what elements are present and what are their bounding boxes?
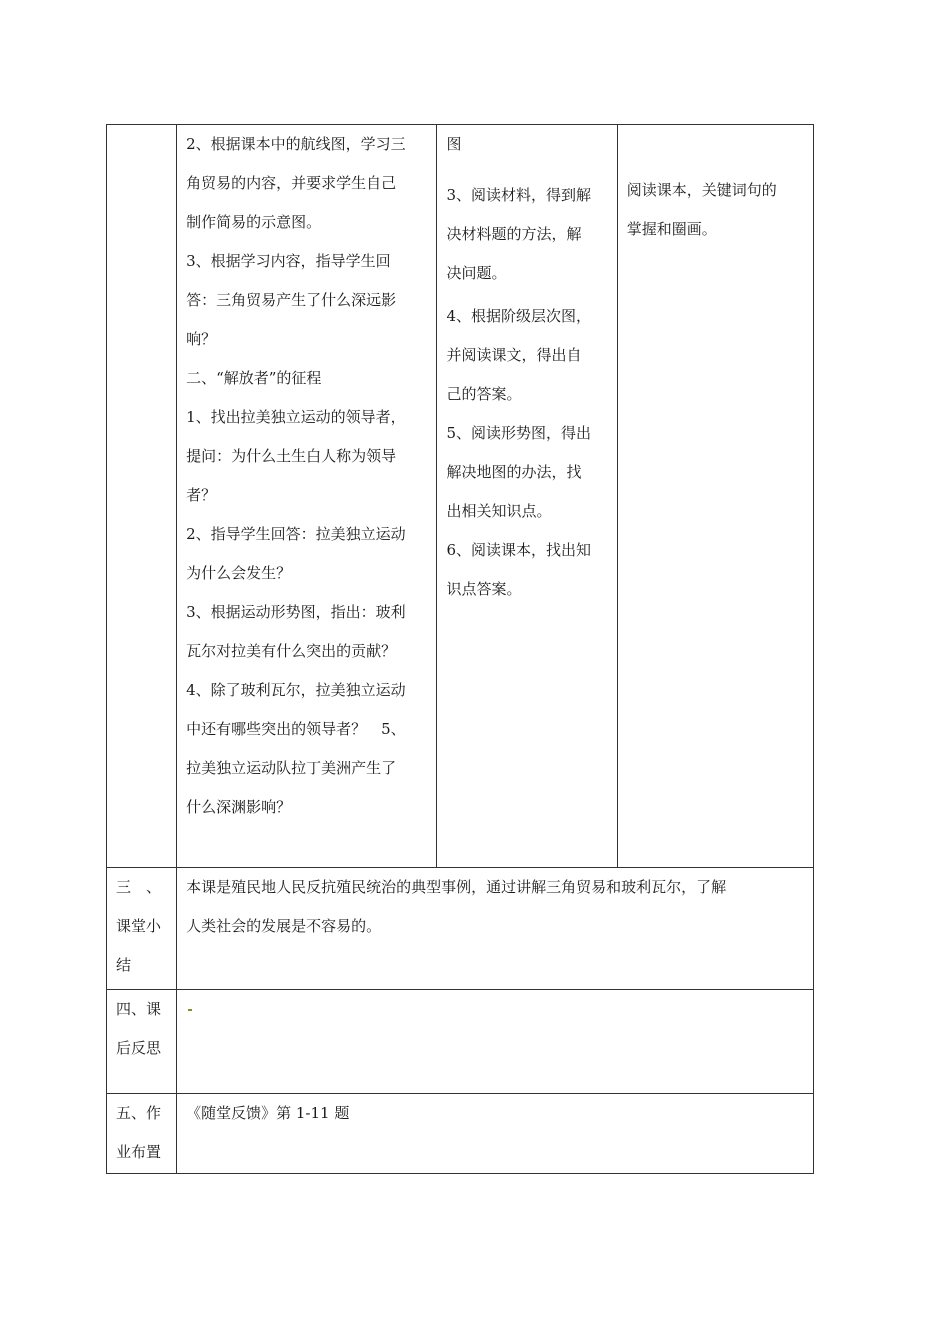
text-line: 决问题。 [446,264,507,282]
text-line: 答：三角贸易产生了什么深远影 [186,291,397,309]
text-line: 5、阅读形势图，得出 [446,424,591,442]
summary-content-cell [177,868,814,990]
text-line: 制作简易的示意图。 [186,213,322,231]
reflection-label-cell [107,990,177,1094]
text-line: 决材料题的方法，解 [446,225,582,243]
text-line: 己的答案。 [446,385,522,403]
row-label: 三 、 [116,878,162,896]
student-activity-cell [437,125,617,868]
text-line: 解决地图的办法，找 [446,463,582,481]
summary-label-cell [107,868,177,990]
text-line: 2、指导学生回答：拉美独立运动 [186,525,406,543]
text-line: 者？ [186,486,217,504]
text-line: 并阅读课文，得出自 [446,346,582,364]
teacher-activity-cell [177,125,437,868]
text-line: 为什么会发生？ [186,564,292,582]
text-line: 3、根据运动形势图，指出：玻利 [186,603,406,621]
text-line: 掌握和圈画。 [626,220,717,238]
reflection-row [107,990,814,1094]
empty-label-cell [107,125,177,868]
teaching-process-row [107,125,814,868]
homework-text: 《随堂反馈》第 1-11 题 [186,1104,350,1122]
text-line: 出相关知识点。 [446,502,552,520]
text-cursor-mark [188,1009,192,1011]
summary-row [107,868,814,990]
row-label: 结 [116,956,132,974]
row-label: 后反思 [116,1039,162,1057]
homework-label-cell [107,1094,177,1174]
text-line: 图 [446,135,462,153]
reflection-content-cell [177,990,814,1094]
text-line: 响？ [186,330,217,348]
text-line: 本课是殖民地人民反抗殖民统治的典型事例，通过讲解三角贸易和玻利瓦尔，了解 [186,878,727,896]
row-label: 业布置 [116,1143,162,1161]
section-heading: 二、“解放者”的征程 [186,369,322,387]
text-line: 3、根据学习内容，指导学生回 [186,252,391,270]
text-line: 1、找出拉美独立运动的领导者， [186,408,406,426]
text-line: 什么深渊影响？ [186,798,292,816]
text-line: 角贸易的内容，并要求学生自己 [186,174,397,192]
row-label: 四、课 [116,1000,162,1018]
row-label: 课堂小 [116,917,162,935]
text-line: 6、阅读课本，找出知 [446,541,591,559]
homework-row [107,1094,814,1174]
text-line: 识点答案。 [446,580,522,598]
text-line: 3、阅读材料，得到解 [446,186,591,204]
study-method-cell [617,125,813,868]
text-line: 拉美独立运动队拉丁美洲产生了 [186,759,397,777]
text-line: 阅读课本，关键词句的 [626,181,777,199]
text-line: 2、根据课本中的航线图，学习三 [186,135,406,153]
text-line: 人类社会的发展是不容易的。 [186,917,382,935]
text-line: 中还有哪些突出的领导者？ 5、 [186,720,406,738]
text-line: 4、除了玻利瓦尔，拉美独立运动 [186,681,406,699]
row-label: 五、作 [116,1104,162,1122]
homework-content-cell [177,1094,814,1174]
text-line: 提问：为什么土生白人称为领导 [186,447,397,465]
text-line: 4、根据阶级层次图， [446,307,591,325]
text-line: 瓦尔对拉美有什么突出的贡献？ [186,642,397,660]
lesson-plan-table [106,124,814,1174]
